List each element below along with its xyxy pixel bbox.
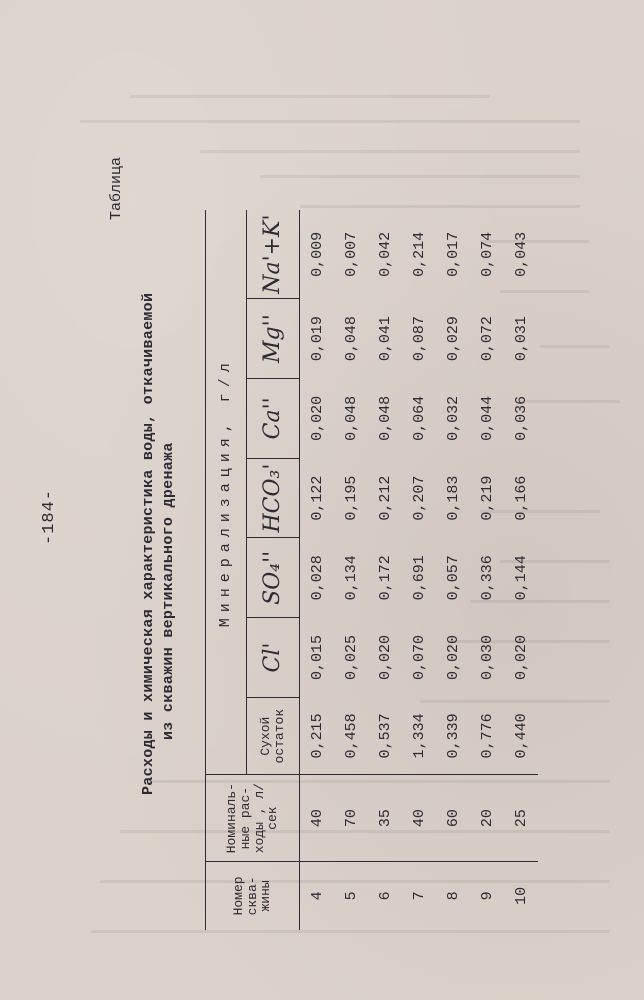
cell-cl: 0,070	[410, 635, 428, 681]
header-bicarbonate: HCO₃'	[247, 458, 300, 538]
table-row	[334, 210, 368, 930]
cell-flow: 40	[300, 775, 335, 861]
cell-mg: 0,048	[342, 316, 360, 362]
cell-mg: 0,041	[376, 316, 394, 362]
cell-flow: 40	[402, 775, 436, 861]
cell-so4: 0,057	[444, 555, 462, 601]
cell-dry-residue: 0,215	[308, 713, 326, 759]
cell-well: 9	[470, 861, 504, 930]
cell-dry-residue: 0,776	[478, 713, 496, 759]
page-number: -184-	[40, 488, 59, 545]
table-row	[470, 210, 504, 930]
cell-mg: 0,029	[444, 316, 462, 362]
header-sulfate: SO₄''	[247, 538, 300, 618]
cell-cl: 0,030	[478, 635, 496, 681]
table-label: Таблица	[108, 156, 125, 220]
cell-well: 7	[402, 861, 436, 930]
cell-cl: 0,020	[444, 635, 462, 681]
cell-na-k: 0,214	[410, 231, 428, 277]
cell-so4: 0,134	[342, 555, 360, 601]
table-row	[504, 210, 538, 930]
cell-cl: 0,015	[308, 635, 326, 681]
cell-hco3: 0,166	[512, 475, 530, 521]
cell-mg: 0,019	[308, 316, 326, 362]
cell-well: 8	[436, 861, 470, 930]
cell-mg: 0,087	[410, 316, 428, 362]
cell-na-k: 0,043	[512, 231, 530, 277]
cell-cl: 0,020	[512, 635, 530, 681]
cell-ca: 0,044	[478, 395, 496, 441]
cell-hco3: 0,122	[308, 475, 326, 521]
cell-dry-residue: 0,339	[444, 713, 462, 759]
cell-ca: 0,048	[342, 395, 360, 441]
cell-na-k: 0,042	[376, 231, 394, 277]
cell-na-k: 0,009	[308, 231, 326, 277]
cell-ca: 0,064	[410, 395, 428, 441]
cell-well: 5	[334, 861, 368, 930]
table-title-line-1: Расходы и химическая характеристика воды, откачиваемой	[140, 292, 157, 795]
cell-flow: 70	[334, 775, 368, 861]
cell-dry-residue: 1,334	[410, 713, 428, 759]
cell-well: 10	[504, 861, 538, 930]
cell-na-k: 0,074	[478, 231, 496, 277]
header-calcium: Ca''	[247, 378, 300, 458]
header-dry-residue: Сухой остаток	[247, 697, 300, 775]
cell-ca: 0,048	[376, 395, 394, 441]
cell-hco3: 0,212	[376, 475, 394, 521]
cell-hco3: 0,207	[410, 475, 428, 521]
cell-na-k: 0,007	[342, 231, 360, 277]
header-chloride: Cl'	[247, 618, 300, 698]
cell-dry-residue: 0,537	[376, 713, 394, 759]
cell-flow: 60	[436, 775, 470, 861]
header-flow-rate: Номиналь- ные рас- ходы , л/сек	[206, 775, 300, 861]
cell-flow: 25	[504, 775, 538, 861]
cell-hco3: 0,195	[342, 475, 360, 521]
cell-so4: 0,028	[308, 555, 326, 601]
cell-hco3: 0,183	[444, 475, 462, 521]
cell-cl: 0,020	[376, 635, 394, 681]
cell-well: 6	[368, 861, 402, 930]
cell-so4: 0,144	[512, 555, 530, 601]
cell-ca: 0,032	[444, 395, 462, 441]
cell-dry-residue: 0,458	[342, 713, 360, 759]
header-well-number: Номер сква- жины	[206, 861, 300, 930]
header-magnesium: Mg''	[247, 299, 300, 379]
cell-mg: 0,072	[478, 316, 496, 362]
cell-flow: 20	[470, 775, 504, 861]
cell-so4: 0,172	[376, 555, 394, 601]
cell-well: 4	[300, 861, 335, 930]
table-row	[368, 210, 402, 930]
table-row	[300, 210, 335, 930]
header-mineralization: Минерализация, г/л	[206, 210, 247, 775]
water-chemistry-table	[205, 210, 538, 930]
cell-na-k: 0,017	[444, 231, 462, 277]
cell-cl: 0,025	[342, 635, 360, 681]
header-sodium-potassium: Na'+K'	[247, 210, 300, 299]
table-row	[436, 210, 470, 930]
table-row	[402, 210, 436, 930]
cell-ca: 0,036	[512, 395, 530, 441]
cell-hco3: 0,219	[478, 475, 496, 521]
cell-flow: 35	[368, 775, 402, 861]
cell-mg: 0,031	[512, 316, 530, 362]
cell-dry-residue: 0,440	[512, 713, 530, 759]
table-title-line-2: из скважин вертикального дренажа	[160, 442, 177, 740]
cell-so4: 0,691	[410, 555, 428, 601]
cell-so4: 0,336	[478, 555, 496, 601]
cell-ca: 0,020	[308, 395, 326, 441]
